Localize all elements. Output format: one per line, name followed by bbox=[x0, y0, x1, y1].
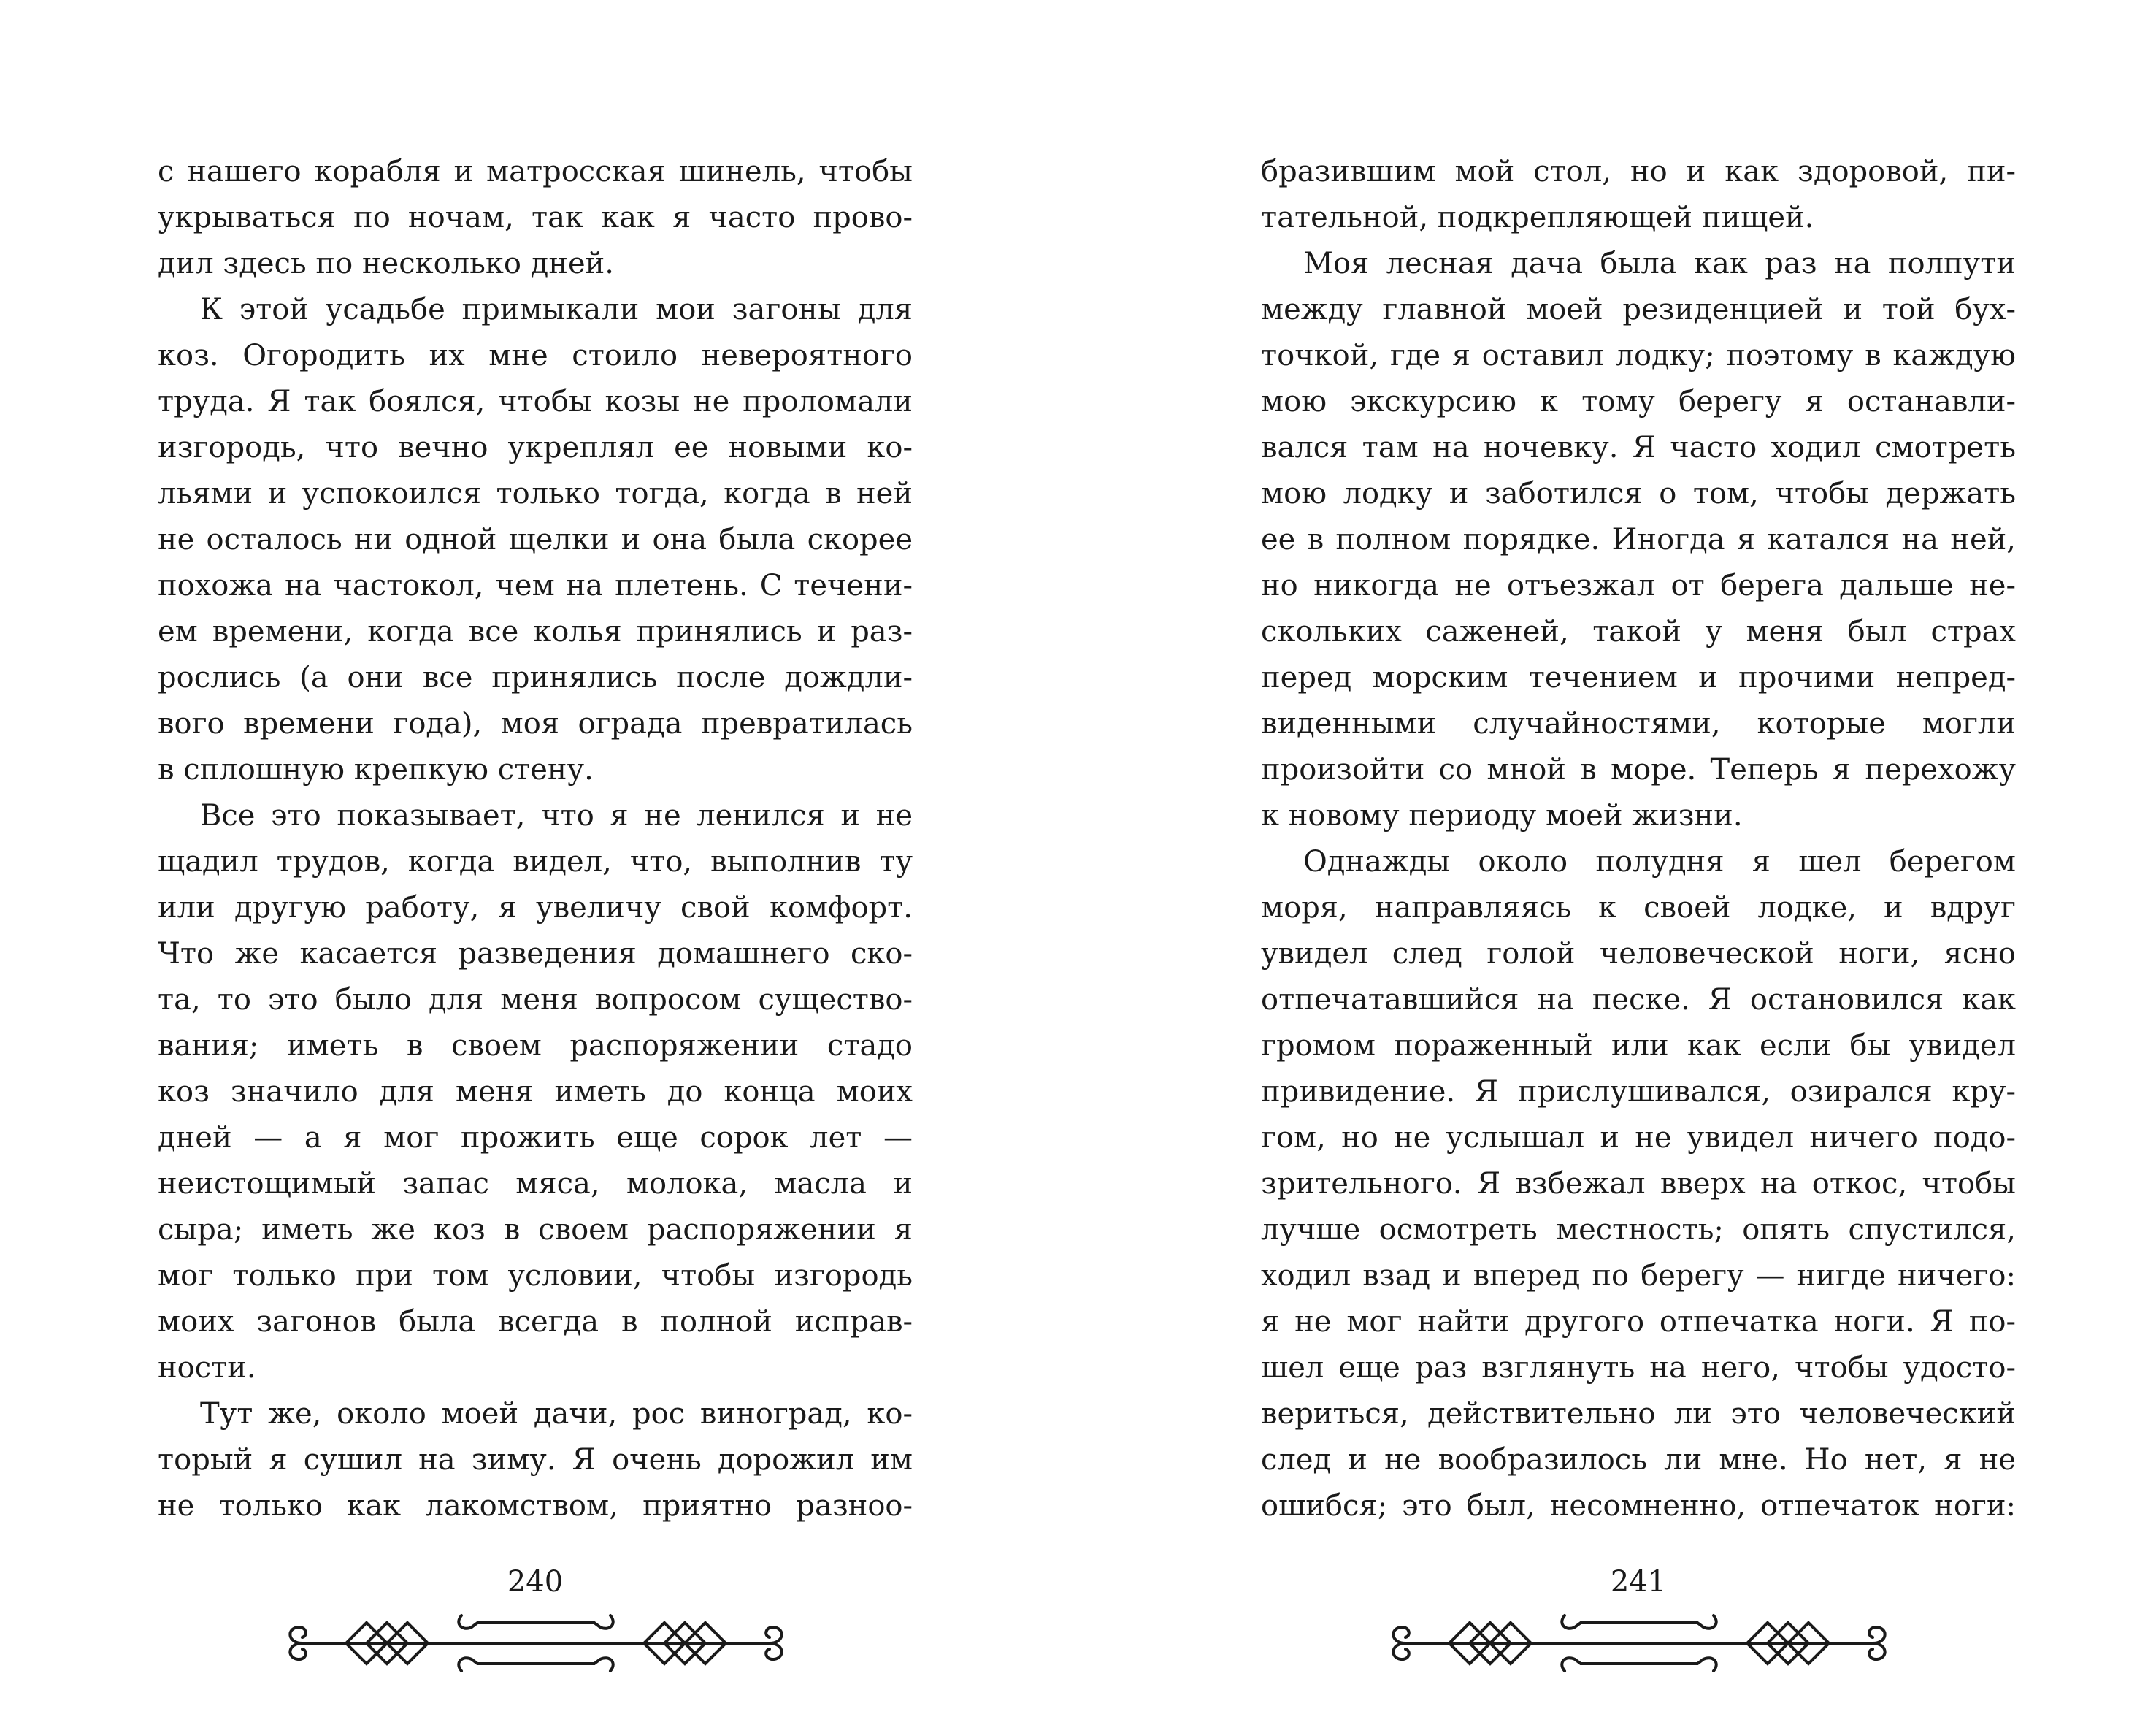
text-line: шел еще раз взглянуть на него, чтобы удосто- bbox=[1261, 1351, 2016, 1385]
text-line: увидел след голой человеческой ноги, ясно bbox=[1261, 937, 2016, 971]
body-text bbox=[1261, 149, 2016, 1529]
text-line: или другую работу, я увеличу свой комфорт. bbox=[158, 891, 913, 925]
text-line: гом, но не услышал и не увидел ничего подо- bbox=[1261, 1121, 2016, 1155]
page-number: 241 bbox=[1610, 1565, 1667, 1599]
text-line: сыра; иметь же коз в своем распоряжении я bbox=[158, 1213, 913, 1247]
text-line: неистощимый запас мяса, молока, масла и bbox=[158, 1167, 913, 1201]
text-line: перед морским течением и прочими непред- bbox=[1261, 661, 2016, 695]
text-line: с нашего корабля и матросская шинель, чтобы bbox=[158, 155, 913, 188]
page-number: 240 bbox=[507, 1565, 564, 1599]
text-line: вого времени года), моя ограда превратилась bbox=[158, 707, 913, 741]
text-line: не осталось ни одной щелки и она была скорее bbox=[158, 523, 913, 556]
text-line: коз. Огородить их мне стоило невероятного bbox=[158, 339, 913, 372]
text-line: дней — а я мог прожить еще сорок лет — bbox=[158, 1121, 913, 1155]
text-line: Тут же, около моей дачи, рос виноград, ко- bbox=[200, 1397, 913, 1431]
text-line: между главной моей резиденцией и той бух- bbox=[1261, 293, 2016, 326]
text-line: громом пораженный или как если бы увидел bbox=[1261, 1029, 2016, 1063]
text-line: мою лодку и заботился о том, чтобы держать bbox=[1261, 477, 2016, 510]
text-line: ности. bbox=[158, 1351, 256, 1385]
text-line: лучше осмотреть местность; опять спустился, bbox=[1261, 1213, 2016, 1247]
text-line: вался там на ночевку. Я часто ходил смотреть bbox=[1261, 431, 2016, 464]
text-line: не только как лакомством, приятно разноо- bbox=[158, 1489, 913, 1523]
text-line: вания; иметь в своем распоряжении стадо bbox=[158, 1029, 913, 1063]
text-line: ем времени, когда все колья принялись и раз- bbox=[158, 615, 913, 649]
folio-scroll-ornament-icon bbox=[1384, 1599, 1895, 1680]
text-line: щадил трудов, когда видел, что, выполнив ту bbox=[158, 845, 913, 879]
text-line: след и не вообразилось ли мне. Но нет, я не bbox=[1261, 1443, 2016, 1477]
text-line: мою экскурсию к тому берегу я останавли- bbox=[1261, 385, 2016, 418]
text-line: ходил взад и вперед по берегу — нигде ничего: bbox=[1261, 1259, 2016, 1293]
text-line: вериться, действительно ли это человеческий bbox=[1261, 1397, 2016, 1431]
text-line: к новому периоду моей жизни. bbox=[1261, 799, 1743, 833]
text-line: Моя лесная дача была как раз на полпути bbox=[1303, 247, 2016, 280]
text-line: та, то это было для меня вопросом существо- bbox=[158, 983, 913, 1017]
text-line: льями и успокоился только тогда, когда в ней bbox=[158, 477, 913, 510]
text-line: Все это показывает, что я не ленился и не bbox=[200, 799, 913, 833]
text-line: точкой, где я оставил лодку; поэтому в каждую bbox=[1261, 339, 2016, 372]
text-line: труда. Я так боялся, чтобы козы не проломали bbox=[158, 385, 913, 418]
text-line: рослись (а они все принялись после дождли- bbox=[158, 661, 913, 695]
text-line: Что же касается разведения домашнего ско- bbox=[158, 937, 913, 971]
text-line: укрываться по ночам, так как я часто прово- bbox=[158, 201, 913, 234]
folio-scroll-ornament-icon bbox=[280, 1599, 791, 1680]
text-line: коз значило для меня иметь до конца моих bbox=[158, 1075, 913, 1109]
text-line: ошибся; это был, несомненно, отпечаток ноги: bbox=[1261, 1489, 2016, 1523]
text-line: торый я сушил на зиму. Я очень дорожил им bbox=[158, 1443, 913, 1477]
text-line: тательной, подкрепляющей пищей. bbox=[1261, 201, 1814, 234]
text-line: но никогда не отъезжал от берега дальше не- bbox=[1261, 569, 2016, 603]
text-line: моря, направляясь к своей лодке, и вдруг bbox=[1261, 891, 2016, 925]
text-line: виденными случайностями, которые могли bbox=[1261, 707, 2016, 741]
text-line: скольких саженей, такой у меня был страх bbox=[1261, 615, 2016, 649]
text-line: произойти со мной в море. Теперь я перехожу bbox=[1261, 753, 2016, 787]
text-line: похожа на частокол, чем на плетень. С течени- bbox=[158, 569, 913, 603]
right-page bbox=[1078, 0, 2156, 1725]
text-line: дил здесь по несколько дней. bbox=[158, 247, 615, 280]
text-line: в сплошную крепкую стену. bbox=[158, 753, 594, 787]
text-line: отпечатавшийся на песке. Я остановился как bbox=[1261, 983, 2016, 1017]
text-line: моих загонов была всегда в полной исправ- bbox=[158, 1305, 913, 1339]
body-text bbox=[158, 149, 913, 1529]
text-line: бразившим мой стол, но и как здоровой, пи- bbox=[1261, 155, 2016, 188]
text-line: изгородь, что вечно укреплял ее новыми ко- bbox=[158, 431, 913, 464]
text-line: мог только при том условии, чтобы изгородь bbox=[158, 1259, 913, 1293]
text-line: ее в полном порядке. Иногда я катался на ней, bbox=[1261, 523, 2016, 556]
text-line: Однажды около полудня я шел берегом bbox=[1303, 845, 2016, 879]
text-line: зрительного. Я взбежал вверх на откос, чтобы bbox=[1261, 1167, 2016, 1201]
text-line: я не мог найти другого отпечатка ноги. Я по- bbox=[1261, 1305, 2016, 1339]
text-line: К этой усадьбе примыкали мои загоны для bbox=[200, 293, 913, 326]
text-line: привидение. Я прислушивался, озирался кру- bbox=[1261, 1075, 2016, 1109]
